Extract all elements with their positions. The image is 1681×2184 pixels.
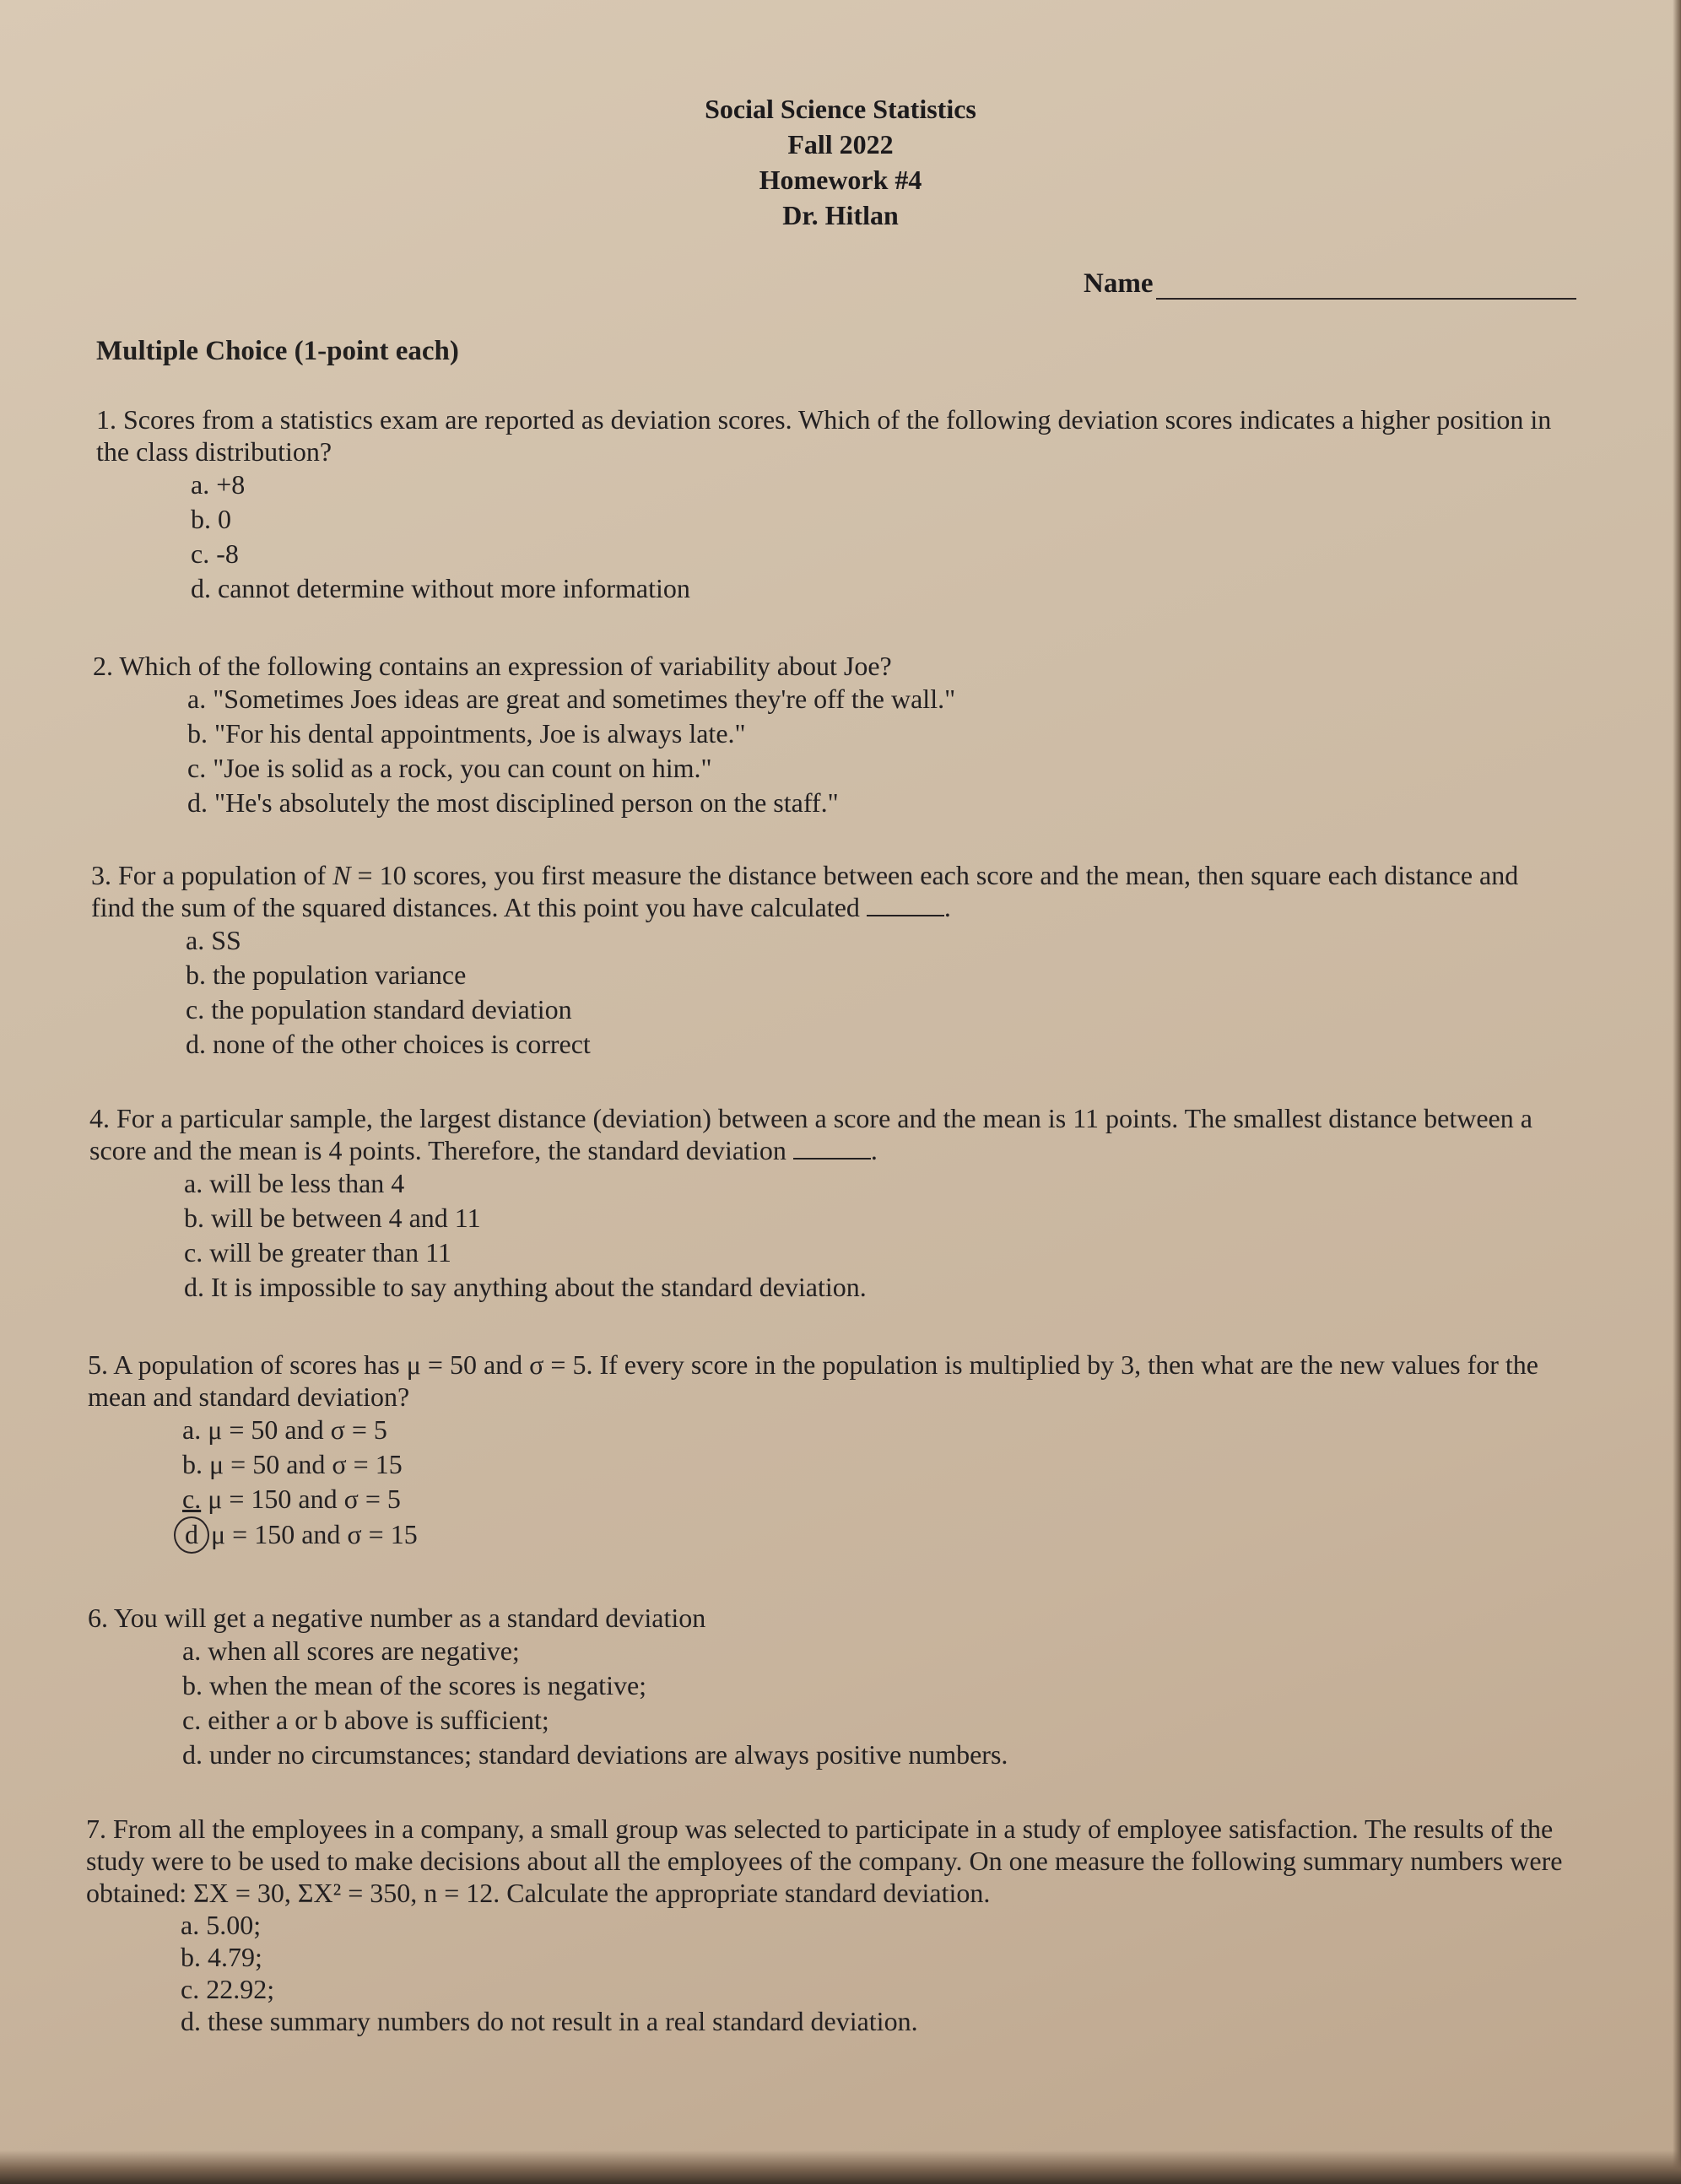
name-label: Name: [1084, 268, 1154, 299]
option-c-letter: c.: [182, 1484, 202, 1514]
stem-end: .: [870, 1135, 878, 1165]
document-header: [0, 91, 1681, 233]
question-7: [86, 1813, 1588, 2037]
question-stem: 1. Scores from a statistics exam are reported as deviation scores. Which of the following deviation scores indicates a higher position in the class distribution?: [96, 404, 1552, 467]
question-3: [91, 859, 1559, 1062]
option-d: d. these summary numbers do not result in a real standard deviation.: [181, 2006, 918, 2036]
answer-blank: [867, 891, 944, 916]
option-a: a. "Sometimes Joes ideas are great and sometimes they're off the wall.": [187, 684, 956, 714]
answer-blank: [793, 1134, 871, 1160]
question-5: [88, 1349, 1556, 1554]
option-a: a. will be less than 4: [184, 1168, 405, 1198]
question-stem: 6. You will get a negative number as a standard deviation: [88, 1603, 706, 1633]
course-title: Social Science Statistics: [705, 94, 976, 124]
option-b: b. "For his dental appointments, Joe is always late.": [187, 718, 746, 749]
option-c: c. will be greater than 11: [184, 1237, 451, 1268]
question-stem: 2. Which of the following contains an expression of variability about Joe?: [93, 651, 892, 681]
option-d: d. none of the other choices is correct: [186, 1029, 591, 1059]
name-blank-line: [1156, 269, 1576, 300]
instructor: Dr. Hitlan: [782, 200, 899, 230]
option-d-text: μ = 150 and σ = 15: [211, 1519, 418, 1549]
variable-n: N: [332, 860, 351, 890]
question-stem: 7. From all the employees in a company, a small group was selected to participate in a study of employee satisfaction. The results of the study were to be used to make decisions about all the employees of the company. On one measure the following summary numbers were obtained: ΣX = 30, ΣX² = 350, n = 12. Calculate the appropriate standard deviation.: [86, 1814, 1563, 1908]
section-title: Multiple Choice (1-point each): [96, 336, 459, 366]
option-d: d. cannot determine without more information: [191, 573, 690, 603]
question-stem: 5. A population of scores has μ = 50 and σ = 5. If every score in the population is multiplied by 3, then what are the new values for the mean and standard deviation?: [88, 1349, 1538, 1412]
option-d: d. "He's absolutely the most disciplined person on the staff.": [187, 787, 839, 818]
option-b: b. when the mean of the scores is negative;: [182, 1670, 647, 1700]
option-a: a. μ = 50 and σ = 5: [182, 1414, 387, 1445]
option-c: c. -8: [191, 538, 239, 569]
option-b: b. μ = 50 and σ = 15: [182, 1449, 403, 1479]
question-4: [89, 1102, 1558, 1305]
question-2: [93, 650, 1561, 820]
option-c: [88, 1482, 1556, 1516]
question-stem: [91, 859, 1559, 923]
stem-text: 4. For a particular sample, the largest distance (deviation) between a score and the mean is 11 points. The smallest distance between a score and the mean is 4 points. Therefore, the standard deviation: [89, 1103, 1532, 1165]
option-a: a. when all scores are negative;: [182, 1635, 520, 1666]
option-b: b. 0: [191, 504, 231, 534]
option-c-text: μ = 150 and σ = 5: [201, 1484, 401, 1514]
question-1: [96, 403, 1565, 606]
option-a: a. SS: [186, 925, 241, 955]
term: Fall 2022: [787, 129, 894, 159]
option-d-selected: [88, 1516, 1556, 1554]
option-d: d. It is impossible to say anything about the standard deviation.: [184, 1272, 867, 1302]
option-a: a. 5.00;: [181, 1910, 262, 1940]
name-field: [1084, 268, 1576, 300]
option-c: c. 22.92;: [181, 1974, 275, 2004]
option-c: c. either a or b above is sufficient;: [182, 1705, 549, 1735]
option-b: b. 4.79;: [181, 1942, 262, 1972]
question-stem: [89, 1102, 1558, 1166]
paper-edge-shadow: [1673, 0, 1681, 2184]
option-c: c. the population standard deviation: [186, 994, 572, 1024]
circled-answer-mark: d: [174, 1516, 209, 1554]
option-c: c. "Joe is solid as a rock, you can count on him.": [187, 753, 712, 783]
option-b: b. will be between 4 and 11: [184, 1203, 481, 1233]
option-d: d. under no circumstances; standard deviations are always positive numbers.: [182, 1739, 1008, 1770]
stem-part: 3. For a population of: [91, 860, 333, 890]
stem-end: .: [943, 892, 951, 922]
paper-bottom-edge: [0, 2150, 1681, 2184]
option-b: b. the population variance: [186, 960, 467, 990]
assignment-title: Homework #4: [759, 165, 922, 195]
question-6: [88, 1602, 1556, 1772]
stem-part: = 10 scores, you first measure the distance between each score and the mean, then square each distance and find the sum of the squared distances. At this point you have calculated: [91, 860, 1519, 922]
option-a: a. +8: [191, 469, 246, 500]
